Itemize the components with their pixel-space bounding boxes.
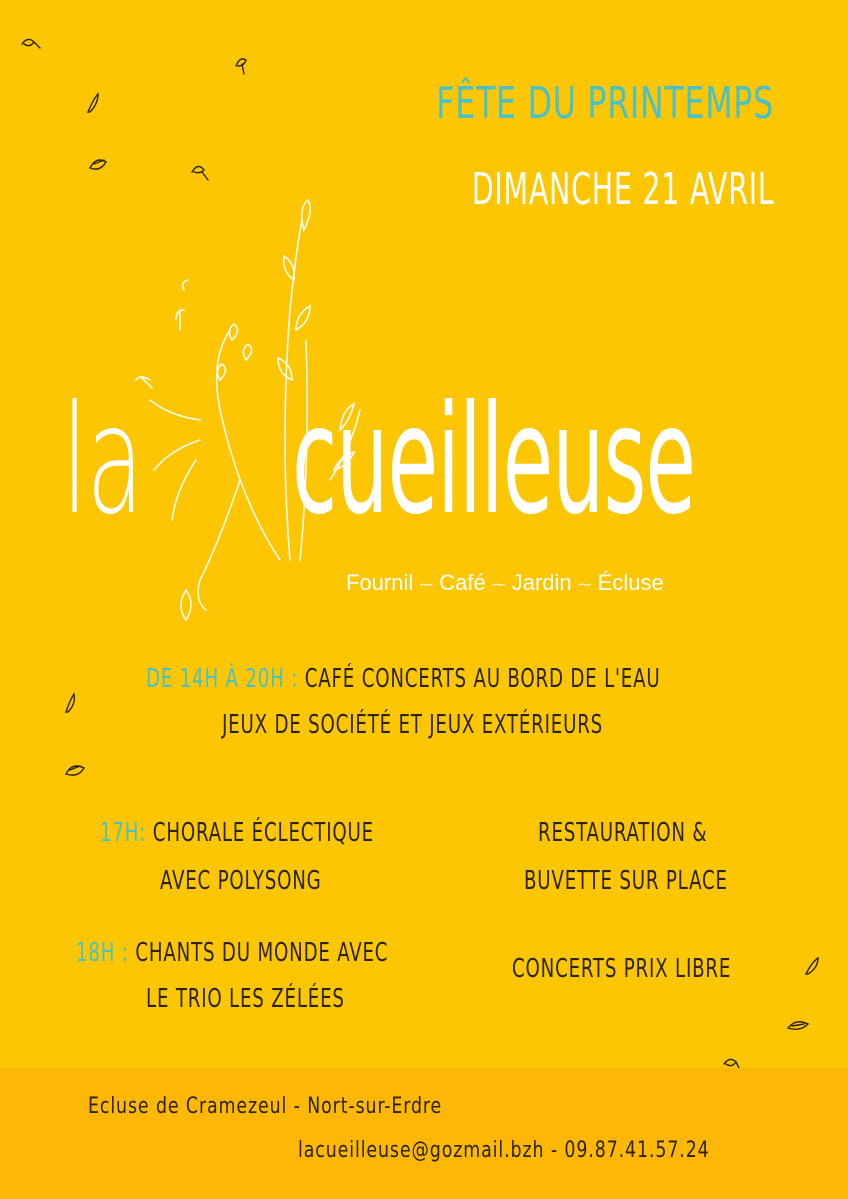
- program-slot-2-line-2: LE TRIO LES ZÉLÉES: [146, 984, 345, 1014]
- program-slot-2-text: CHANTS DU MONDE AVEC: [135, 938, 389, 968]
- brand-tagline: [346, 570, 664, 596]
- program-slot-1-time: 17H:: [100, 818, 147, 848]
- footer-address: Ecluse de Cramezeul - Nort-sur-Erdre: [88, 1094, 443, 1119]
- side-info-1-line-2: BUVETTE SUR PLACE: [524, 866, 728, 896]
- program-main-text: CAFÉ CONCERTS AU BORD DE L'EAU: [304, 664, 661, 694]
- brand-name: cueilleuse: [292, 374, 695, 548]
- footer-band: [0, 1068, 848, 1199]
- tagline-item-jardin: Jardin: [511, 570, 572, 595]
- program-slot-2-line-1: [76, 938, 388, 968]
- program-slot-2-time: 18H :: [76, 938, 129, 968]
- program-slot-1-text: CHORALE ÉCLECTIQUE: [152, 818, 374, 848]
- seed-doodle-icon: [788, 1022, 808, 1030]
- footer-contact: lacueilleuse@gozmail.bzh - 09.87.41.57.24: [298, 1138, 710, 1163]
- program-main-line-2: JEUX DE SOCIÉTÉ ET JEUX EXTÉRIEURS: [222, 710, 604, 740]
- event-date: DIMANCHE 21 AVRIL: [471, 164, 774, 215]
- seed-doodle-icon: [806, 958, 818, 974]
- tagline-item-fournil: Fournil: [346, 570, 414, 595]
- tagline-separator: ⁓: [491, 575, 506, 592]
- tagline-item-cafe: Café: [439, 570, 486, 595]
- program-main-time: DE 14H À 20H :: [146, 664, 299, 694]
- program-slot-1-line-2: AVEC POLYSONG: [160, 866, 322, 896]
- side-info-2: CONCERTS PRIX LIBRE: [512, 954, 732, 984]
- tagline-item-ecluse: Écluse: [597, 570, 664, 595]
- program-main-line-1: [146, 664, 661, 694]
- seed-doodle-icon: [66, 766, 84, 775]
- event-title: FÊTE DU PRINTEMPS: [436, 78, 774, 129]
- brand-prefix: la: [62, 374, 143, 548]
- program-slot-1-line-1: [100, 818, 374, 848]
- seed-doodle-icon: [236, 59, 246, 74]
- tagline-separator: ⁓: [419, 575, 434, 592]
- seed-doodle-icon: [22, 39, 40, 48]
- side-info-1-line-1: RESTAURATION &: [538, 818, 708, 848]
- seed-doodle-icon: [192, 166, 208, 180]
- tagline-separator: ⁓: [577, 575, 592, 592]
- seed-doodle-icon: [90, 160, 106, 169]
- seed-doodle-icon: [88, 94, 98, 112]
- seed-doodle-icon: [66, 694, 74, 712]
